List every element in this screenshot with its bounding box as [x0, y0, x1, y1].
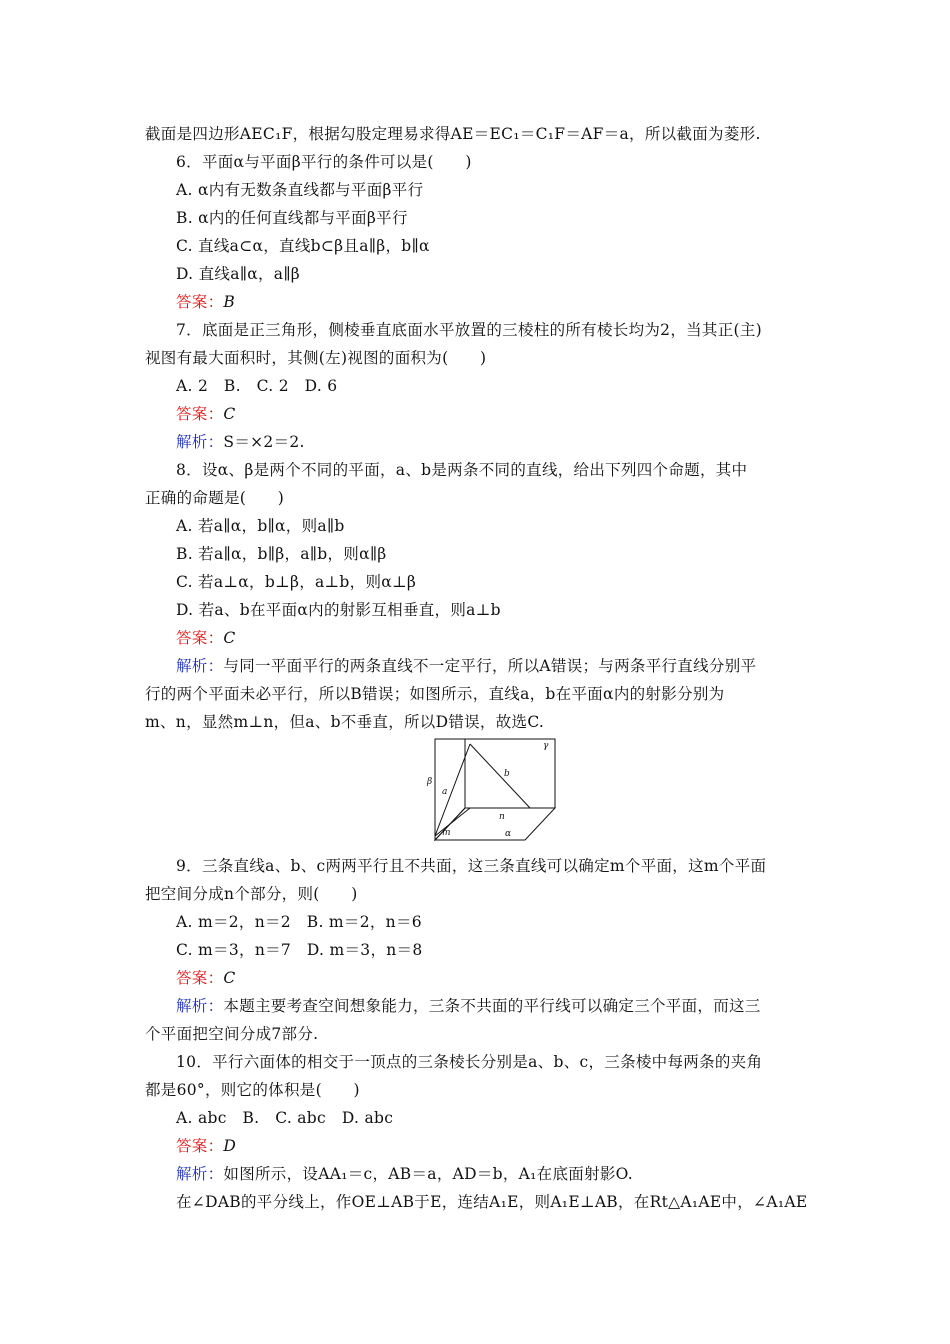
question-8-explanation: [176, 656, 756, 676]
answer-label: 答案：: [176, 1137, 224, 1155]
question-10-explanation: [176, 1164, 633, 1184]
explanation-text: 本题主要考查空间想象能力，三条不共面的平行线可以确定三个平面，而这三: [223, 997, 761, 1015]
explanation-label: 解析：: [176, 433, 224, 451]
plane-alpha: [435, 808, 555, 840]
label-n: n: [499, 812, 505, 822]
question-8-option-d: D. 若a、b在平面α内的射影互相垂直，则a⊥b: [176, 601, 501, 619]
question-9-stem: 9．三条直线a、b、c两两平行且不共面，这三条直线可以确定m个平面，这m个平面: [176, 857, 767, 875]
question-7-stem-cont: 视图有最大面积时，其侧(左)视图的面积为( ): [145, 349, 487, 367]
label-m: m: [442, 828, 451, 838]
question-9-explanation: [176, 996, 761, 1016]
explanation-text: 与同一平面平行的两条直线不一定平行，所以A错误；与两条平行直线分别平: [223, 657, 757, 675]
answer-value: D: [223, 1137, 237, 1155]
explanation-text: S＝×2＝2.: [223, 433, 305, 451]
label-beta: β: [427, 777, 433, 787]
answer-label: 答案：: [176, 969, 224, 987]
question-8-explanation-cont: 行的两个平面未必平行，所以B错误；如图所示，直线a，b在平面α内的射影分别为: [145, 685, 725, 703]
question-6-option-b: B. α内的任何直线都与平面β平行: [176, 209, 408, 227]
answer-value: B: [223, 293, 236, 311]
question-10-options: A. abc B. C. abc D. abc: [176, 1109, 394, 1127]
question-8-answer: [176, 628, 236, 648]
answer-value: C: [223, 629, 236, 647]
text-line: 截面是四边形AEC₁F，根据勾股定理易求得AE＝EC₁＝C₁F＝AF＝a，所以截面为菱形.: [145, 125, 761, 143]
question-8-explanation-cont: m、n，显然m⊥n，但a、b不垂直，所以D错误，故选C.: [145, 713, 545, 731]
question-7-stem: 7．底面是正三角形，侧棱垂直底面水平放置的三棱柱的所有棱长均为2，当其正(主): [176, 321, 763, 339]
label-alpha: α: [505, 829, 512, 839]
question-7-options: A. 2 B. C. 2 D. 6: [176, 377, 338, 395]
answer-label: 答案：: [176, 629, 224, 647]
question-9-options-ab: A. m＝2，n＝2 B. m＝2，n＝6: [176, 913, 422, 931]
question-8-option-c: C. 若a⊥α，b⊥β，a⊥b，则α⊥β: [176, 573, 417, 591]
question-8-option-b: B. 若a∥α，b∥β，a∥b，则α∥β: [176, 545, 387, 563]
question-10-stem-cont: 都是60°，则它的体积是( ): [145, 1081, 360, 1099]
question-10-explanation-cont: 在∠DAB的平分线上，作OE⊥AB于E，连结A₁E，则A₁E⊥AB，在Rt△A₁AE中，∠A₁AE: [176, 1193, 808, 1211]
question-9-explanation-cont: 个平面把空间分成7部分.: [145, 1025, 319, 1043]
question-6-option-d: D. 直线a∥α，a∥β: [176, 265, 301, 283]
question-8-stem: 8．设α、β是两个不同的平面，a、b是两条不同的直线，给出下列四个命题，其中: [176, 461, 748, 479]
question-6-stem: 6．平面α与平面β平行的条件可以是( ): [176, 153, 472, 171]
label-gamma: γ: [543, 741, 549, 751]
question-8-option-a: A. 若a∥α，b∥α，则a∥b: [176, 517, 345, 535]
question-7-explanation: [176, 432, 305, 452]
question-9-stem-cont: 把空间分成n个部分，则( ): [145, 885, 358, 903]
question-9-options-cd: C. m＝3，n＝7 D. m＝3，n＝8: [176, 941, 423, 959]
line-b: [470, 744, 530, 808]
question-10-answer: [176, 1136, 236, 1156]
explanation-label: 解析：: [176, 1165, 224, 1183]
question-6-answer: [176, 292, 235, 312]
label-b: b: [504, 769, 510, 779]
question-6-option-c: C. 直线a⊂α，直线b⊂β且a∥β，b∥α: [176, 237, 430, 255]
answer-label: 答案：: [176, 405, 224, 423]
explanation-label: 解析：: [176, 657, 224, 675]
plane-gamma: [465, 739, 555, 808]
answer-value: C: [223, 405, 236, 423]
planes-diagram: [415, 732, 565, 852]
question-9-answer: [176, 968, 236, 988]
planes-figure: [415, 732, 565, 852]
question-7-answer: [176, 404, 236, 424]
answer-value: C: [223, 969, 236, 987]
explanation-label: 解析：: [176, 997, 224, 1015]
question-8-stem-cont: 正确的命题是( ): [145, 489, 285, 507]
question-6-option-a: A. α内有无数条直线都与平面β平行: [176, 181, 424, 199]
question-10-stem: 10．平行六面体的相交于一顶点的三条棱长分别是a、b、c，三条棱中每两条的夹角: [176, 1053, 763, 1071]
label-a: a: [442, 787, 448, 797]
explanation-text: 如图所示，设AA₁＝c，AB＝a，AD＝b，A₁在底面射影O.: [223, 1165, 633, 1183]
answer-label: 答案：: [176, 293, 224, 311]
